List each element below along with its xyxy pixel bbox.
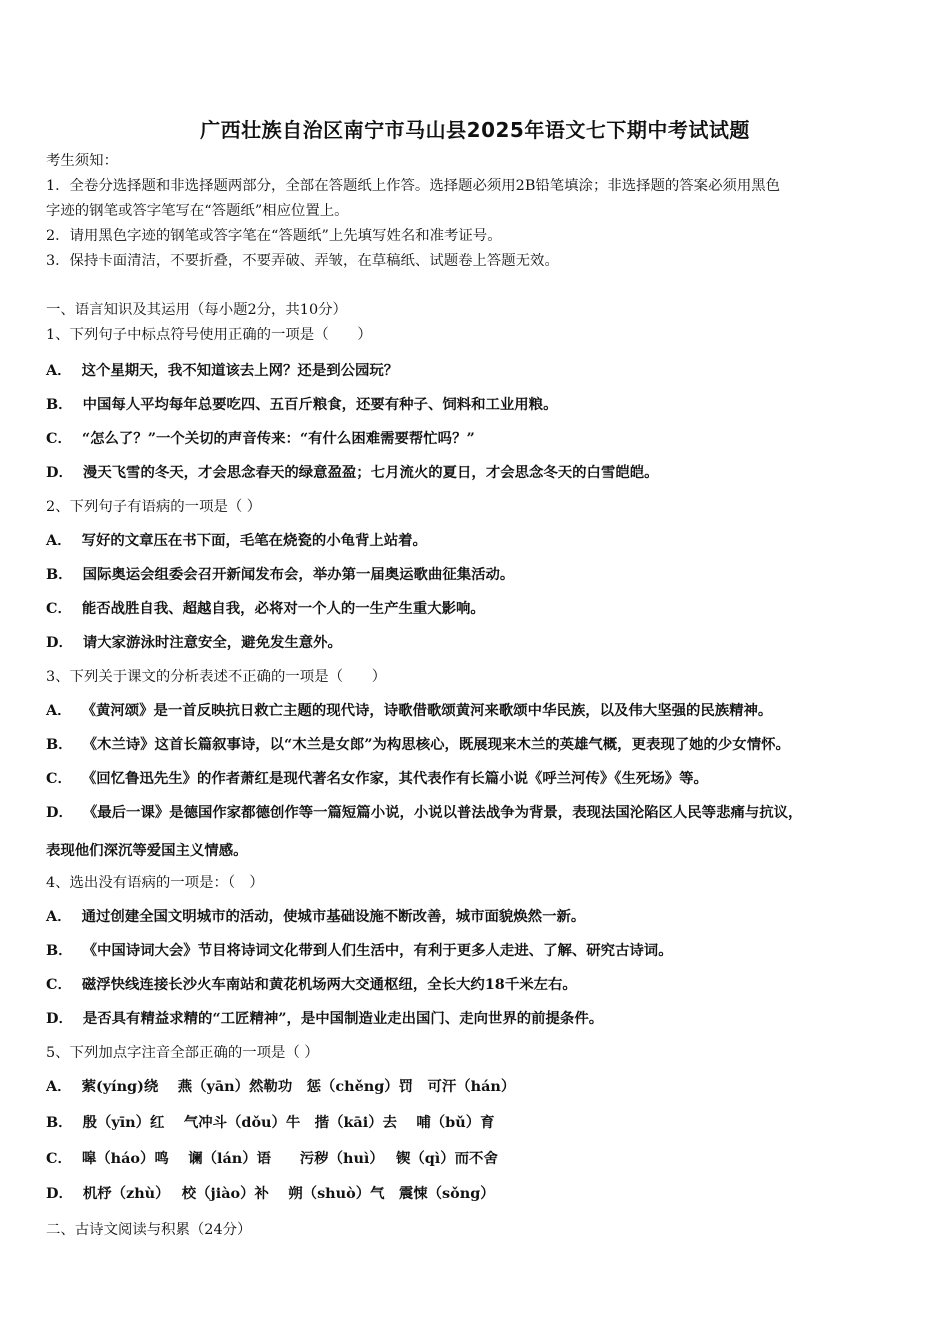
option-label: A． [46, 532, 72, 549]
option-c[interactable] [46, 975, 906, 995]
option-b[interactable] [46, 565, 906, 585]
option-label: A． [46, 702, 72, 719]
option-text: 漫天飞雪的冬天，才会思念春天的绿意盈盈；七月流火的夏日，才会思念冬天的白雪皑皑。 [82, 464, 659, 481]
option-b[interactable] [46, 735, 906, 755]
option-text: 能否战胜自我、超越自我，必将对一个人的一生产生重大影响。 [81, 600, 485, 617]
option-a[interactable] [46, 907, 906, 927]
option-c[interactable] [46, 769, 906, 789]
option-c[interactable] [46, 599, 906, 619]
option-label: C． [46, 1150, 72, 1167]
option-d[interactable] [46, 1184, 906, 1204]
option-label: A． [46, 362, 72, 379]
option-c[interactable] [46, 1149, 906, 1169]
option-a[interactable] [46, 361, 906, 381]
option-b[interactable] [46, 395, 906, 415]
section-heading: 二、古诗文阅读与积累（24分） [46, 1222, 252, 1238]
option-label: C． [46, 430, 72, 447]
option-d[interactable] [46, 1009, 906, 1029]
option-a[interactable] [46, 531, 906, 551]
option-b[interactable] [46, 1113, 906, 1133]
option-a[interactable] [46, 1077, 906, 1097]
option-label: D． [46, 1010, 73, 1027]
option-a[interactable] [46, 701, 906, 721]
option-label: C． [46, 770, 72, 787]
question-stem: 3、下列关于课文的分析表述不正确的一项是（ ） [46, 669, 387, 685]
option-label: D． [46, 804, 73, 821]
option-label: A． [46, 1078, 72, 1095]
option-label: B． [46, 1114, 73, 1131]
option-text: 中国每人平均每年总要吃四、五百斤粮食，还要有种子、饲料和工业用粮。 [82, 396, 558, 413]
option-label: D． [46, 1185, 73, 1202]
exam-title: 广西壮族自治区南宁市马山县2025年语文七下期中考试试题 [200, 118, 750, 142]
section-heading: 一、语言知识及其运用（每小题2分，共10分） [46, 302, 347, 318]
option-text: 《中国诗词大会》节目将诗词文化带到人们生活中，有利于更多人走进、了解、研究古诗词。 [82, 942, 673, 959]
question-stem: 1、下列句子中标点符号使用正确的一项是（ ） [46, 327, 372, 343]
option-label: D． [46, 464, 73, 481]
notice-item: 2．请用黑色字迹的钢笔或答字笔在“答题纸”上先填写姓名和准考证号。 [46, 228, 502, 244]
option-text: 磁浮快线连接长沙火车南站和黄花机场两大交通枢纽，全长大约18千米左右。 [81, 976, 577, 993]
option-text: 机杼（zhù） 校（jiào）补 朔（shuò）气 震悚（sǒng） [82, 1185, 495, 1202]
option-d[interactable] [46, 463, 906, 483]
option-text: 请大家游泳时注意安全，避免发生意外。 [82, 634, 342, 651]
option-text: 国际奥运会组委会召开新闻发布会，举办第一届奥运歌曲征集活动。 [82, 566, 515, 583]
option-text: 《黄河颂》是一首反映抗日救亡主题的现代诗，诗歌借歌颂黄河来歌颂中华民族，以及伟大坚强的民族精神。 [81, 702, 773, 719]
option-label: B． [46, 736, 73, 753]
option-b[interactable] [46, 941, 906, 961]
option-text: 这个星期天，我不知道该去上网？还是到公园玩？ [81, 362, 399, 379]
option-text: 是否具有精益求精的“工匠精神”，是中国制造业走出国门、走向世界的前提条件。 [82, 1010, 604, 1027]
option-text: 《木兰诗》这首长篇叙事诗，以“木兰是女郎”为构思核心，既展现来木兰的英雄气概，更表现了她的少女情怀。 [82, 736, 790, 753]
option-text: 萦(yíng)绕 燕（yān）然勒功 惩（chěng）罚 可汗（hán） [81, 1078, 516, 1095]
option-label: D． [46, 634, 73, 651]
option-text: 写好的文章压在书下面，毛笔在烧瓷的小龟背上站着。 [81, 532, 427, 549]
option-text: 《最后一课》是德国作家都德创作等一篇短篇小说，小说以普法战争为背景，表现法国沦陷区人民等悲痛与抗议， [82, 804, 803, 821]
option-c[interactable] [46, 429, 906, 449]
notice-heading: 考生须知： [46, 153, 118, 169]
option-label: C． [46, 600, 72, 617]
question-stem: 4、选出没有语病的一项是：（ ） [46, 875, 264, 891]
option-d[interactable] [46, 633, 906, 653]
option-d-continuation: 表现他们深沉等爱国主义情感。 [46, 842, 248, 859]
notice-item: 字迹的钢笔或答字笔写在“答题纸”相应位置上。 [46, 203, 349, 219]
option-label: B． [46, 396, 73, 413]
question-stem: 5、下列加点字注音全部正确的一项是（ ） [46, 1045, 319, 1061]
option-text: 殷（yīn）红 气冲斗（dǒu）牛 揩（kāi）去 哺（bǔ）育 [82, 1114, 495, 1131]
notice-item: 3．保持卡面清洁，不要折叠，不要弄破、弄皱，在草稿纸、试题卷上答题无效。 [46, 253, 559, 269]
option-label: B． [46, 942, 73, 959]
option-text: 《回忆鲁迅先生》的作者萧红是现代著名女作家，其代表作有长篇小说《呼兰河传》《生死场》等。 [81, 770, 708, 787]
option-label: C． [46, 976, 72, 993]
option-d[interactable] [46, 803, 906, 823]
option-text: 通过创建全国文明城市的活动，使城市基础设施不断改善，城市面貌焕然一新。 [81, 908, 586, 925]
question-stem: 2、下列句子有语病的一项是（ ） [46, 499, 262, 515]
option-label: A． [46, 908, 72, 925]
option-text: 嗥（háo）鸣 谰（lán）语 污秽（huì） 锲（qì）而不舍 [81, 1150, 498, 1167]
option-label: B． [46, 566, 73, 583]
option-text: “怎么了？”一个关切的声音传来：“有什么困难需要帮忙吗？” [81, 430, 475, 447]
notice-item: 1．全卷分选择题和非选择题两部分，全部在答题纸上作答。选择题必须用2B铅笔填涂；非选择题的答案必须用黑色 [46, 178, 781, 194]
